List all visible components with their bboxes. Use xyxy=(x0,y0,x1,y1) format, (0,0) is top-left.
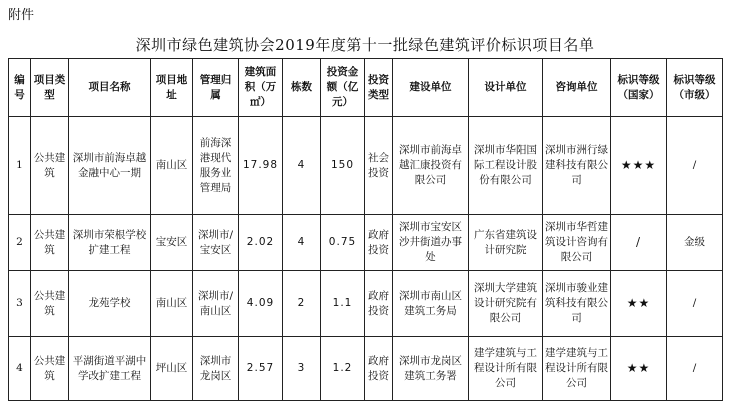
document-title: 深圳市绿色建筑协会2019年度第十一批绿色建筑评价标识项目名单 xyxy=(135,36,595,54)
cell-type: 公共建筑 xyxy=(31,271,69,337)
cell-investment: 1.1 xyxy=(321,271,365,337)
cell-developer: 深圳市龙岗区建筑工务署 xyxy=(393,337,469,401)
cell-designer: 深圳大学建筑设计研究院有限公司 xyxy=(469,271,543,337)
cell-investment-type: 政府投资 xyxy=(365,337,393,401)
cell-developer: 深圳市南山区建筑工务局 xyxy=(393,271,469,337)
cell-type: 公共建筑 xyxy=(31,215,69,271)
cell-management: 深圳市/南山区 xyxy=(193,271,239,337)
cell-buildings: 2 xyxy=(283,271,321,337)
cell-number: 4 xyxy=(9,337,31,401)
cell-number: 2 xyxy=(9,215,31,271)
header-cell: 编号 xyxy=(9,59,31,117)
cell-buildings: 3 xyxy=(283,337,321,401)
cell-management: 前海深港现代服务业管理局 xyxy=(193,117,239,215)
cell-city-rating: / xyxy=(667,271,723,337)
cell-address: 南山区 xyxy=(151,271,193,337)
cell-national-rating: ★★ xyxy=(611,337,667,401)
cell-investment-type: 政府投资 xyxy=(365,271,393,337)
table-header-row xyxy=(9,59,723,117)
cell-number: 1 xyxy=(9,117,31,215)
cell-area: 17.98 xyxy=(239,117,283,215)
cell-management: 深圳市龙岗区 xyxy=(193,337,239,401)
cell-consultant: 建学建筑与工程设计所有限公司 xyxy=(543,337,611,401)
table-row xyxy=(9,215,723,271)
header-cell: 项目名称 xyxy=(69,59,151,117)
cell-designer: 深圳市华阳国际工程设计股份有限公司 xyxy=(469,117,543,215)
cell-consultant: 深圳市骏业建筑科技有限公司 xyxy=(543,271,611,337)
header-cell: 标识等级（国家） xyxy=(611,59,667,117)
header-cell: 建设单位 xyxy=(393,59,469,117)
header-cell: 栋数 xyxy=(283,59,321,117)
cell-designer: 建学建筑与工程设计所有限公司 xyxy=(469,337,543,401)
header-cell: 咨询单位 xyxy=(543,59,611,117)
header-cell: 项目地址 xyxy=(151,59,193,117)
cell-type: 公共建筑 xyxy=(31,117,69,215)
cell-investment-type: 社会投资 xyxy=(365,117,393,215)
table-row xyxy=(9,337,723,401)
cell-consultant: 深圳市洲行绿建科技有限公司 xyxy=(543,117,611,215)
cell-national-rating: ★★★ xyxy=(611,117,667,215)
cell-project-name: 深圳市前海卓越金融中心一期 xyxy=(69,117,151,215)
cell-address: 南山区 xyxy=(151,117,193,215)
cell-management: 深圳市/宝安区 xyxy=(193,215,239,271)
cell-consultant: 深圳市华哲建筑设计咨询有限公司 xyxy=(543,215,611,271)
cell-project-name: 龙苑学校 xyxy=(69,271,151,337)
cell-city-rating: / xyxy=(667,337,723,401)
attachment-label: 附件 xyxy=(8,8,35,23)
header-cell: 设计单位 xyxy=(469,59,543,117)
table-row xyxy=(9,271,723,337)
cell-address: 坪山区 xyxy=(151,337,193,401)
cell-area: 2.02 xyxy=(239,215,283,271)
cell-buildings: 4 xyxy=(283,215,321,271)
cell-area: 4.09 xyxy=(239,271,283,337)
cell-project-name: 深圳市荣根学校扩建工程 xyxy=(69,215,151,271)
cell-area: 2.57 xyxy=(239,337,283,401)
cell-developer: 深圳市宝安区沙井街道办事处 xyxy=(393,215,469,271)
cell-national-rating: ★★ xyxy=(611,271,667,337)
cell-project-name: 平湖街道平湖中学改扩建工程 xyxy=(69,337,151,401)
header-cell: 管理归属 xyxy=(193,59,239,117)
table-row xyxy=(9,117,723,215)
cell-investment: 150 xyxy=(321,117,365,215)
cell-city-rating: / xyxy=(667,117,723,215)
header-cell: 投资金额（亿元） xyxy=(321,59,365,117)
header-cell: 项目类型 xyxy=(31,59,69,117)
header-cell: 投资类型 xyxy=(365,59,393,117)
header-cell: 标识等级（市级） xyxy=(667,59,723,117)
header-cell: 建筑面积（万㎡） xyxy=(239,59,283,117)
cell-investment: 1.2 xyxy=(321,337,365,401)
cell-address: 宝安区 xyxy=(151,215,193,271)
cell-developer: 深圳市前海卓越汇康投资有限公司 xyxy=(393,117,469,215)
cell-investment-type: 政府投资 xyxy=(365,215,393,271)
cell-number: 3 xyxy=(9,271,31,337)
cell-buildings: 4 xyxy=(283,117,321,215)
cell-national-rating: / xyxy=(611,215,667,271)
cell-designer: 广东省建筑设计研究院 xyxy=(469,215,543,271)
cell-investment: 0.75 xyxy=(321,215,365,271)
cell-type: 公共建筑 xyxy=(31,337,69,401)
project-table xyxy=(8,58,723,401)
cell-city-rating: 金级 xyxy=(667,215,723,271)
